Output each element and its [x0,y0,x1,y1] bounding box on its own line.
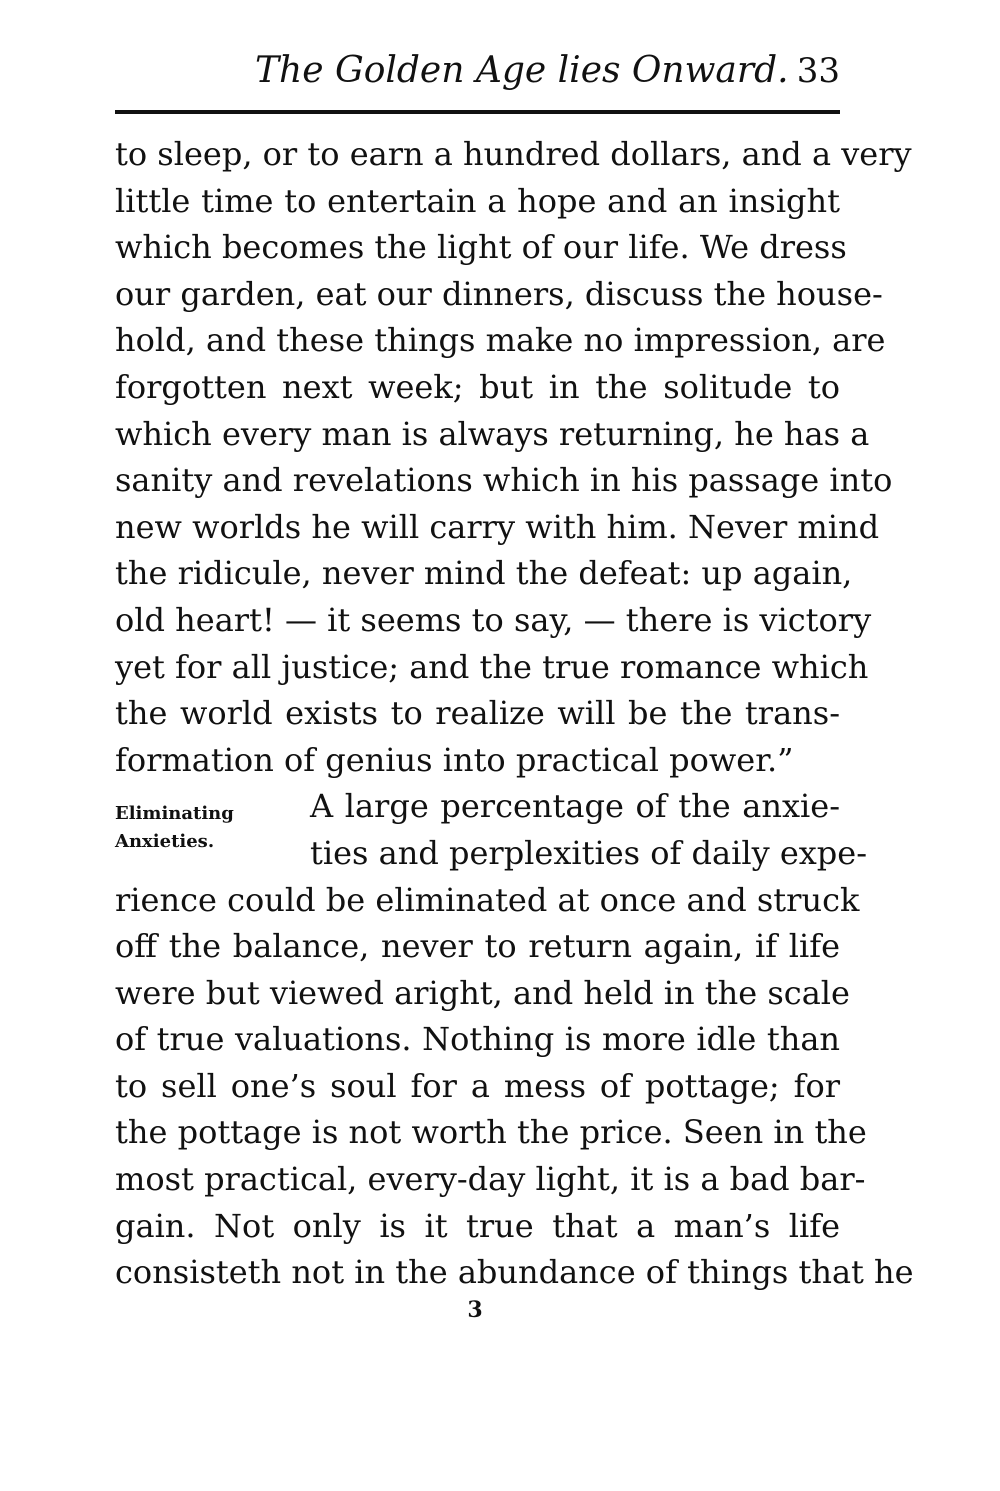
signature-mark [0,1295,1000,1325]
text-line: consisteth not in the abundance of things that he [115,1253,914,1292]
text-line: hold, and these things make no impression, are [115,321,886,360]
text-line: off the balance, never to return again, if life [115,927,840,966]
text-line: new worlds he will carry with him. Never mind [115,507,880,546]
signature-mark-text: 3 [467,1297,483,1323]
margin-sidenote [115,800,234,856]
text-line: old heart! — it seems to say, — there is victory [115,600,872,639]
text-line: ties and perplexities of daily expe- [310,833,868,872]
text-line: to sell one’s soul for a mess of pottage; for [115,1066,840,1105]
sidenote-line: Anxieties. [115,831,215,852]
text-line: the ridicule, never mind the defeat: up again, [115,554,853,593]
text-line: rience could be eliminated at once and struck [115,880,860,919]
running-title: The Golden Age lies Onward. [255,50,789,91]
sidenote-line: Eliminating [115,803,234,824]
text-line: little time to entertain a hope and an insight [115,181,840,220]
text-line: sanity and revelations which in his passage into [115,461,893,500]
text-line: were but viewed aright, and held in the scale [115,973,850,1012]
text-line: which every man is always returning, he has a [115,414,870,453]
text-line: the pottage is not worth the price. Seen in the [115,1113,867,1152]
text-line: to sleep, or to earn a hundred dollars, and a very [115,135,912,173]
text-line: our garden, eat our dinners, discuss the house- [115,274,883,313]
body-text [115,131,914,1296]
text-line: most practical, every-day light, it is a bad bar- [115,1160,866,1199]
text-line: formation of genius into practical power.” [115,740,794,779]
text-line: the world exists to realize will be the trans- [115,694,840,733]
text-line: forgotten next week; but in the solitude to [115,367,840,406]
text-line: A large percentage of the anxie- [310,787,840,826]
running-head [115,46,840,96]
header-rule [115,110,840,114]
text-line: gain. Not only is it true that a man’s life [115,1206,840,1245]
text-line: yet for all justice; and the true romance which [115,647,869,686]
text-line: which becomes the light of our life. We dress [115,228,847,267]
page-number: 33 [796,51,840,91]
text-line: of true valuations. Nothing is more idle than [115,1020,840,1059]
